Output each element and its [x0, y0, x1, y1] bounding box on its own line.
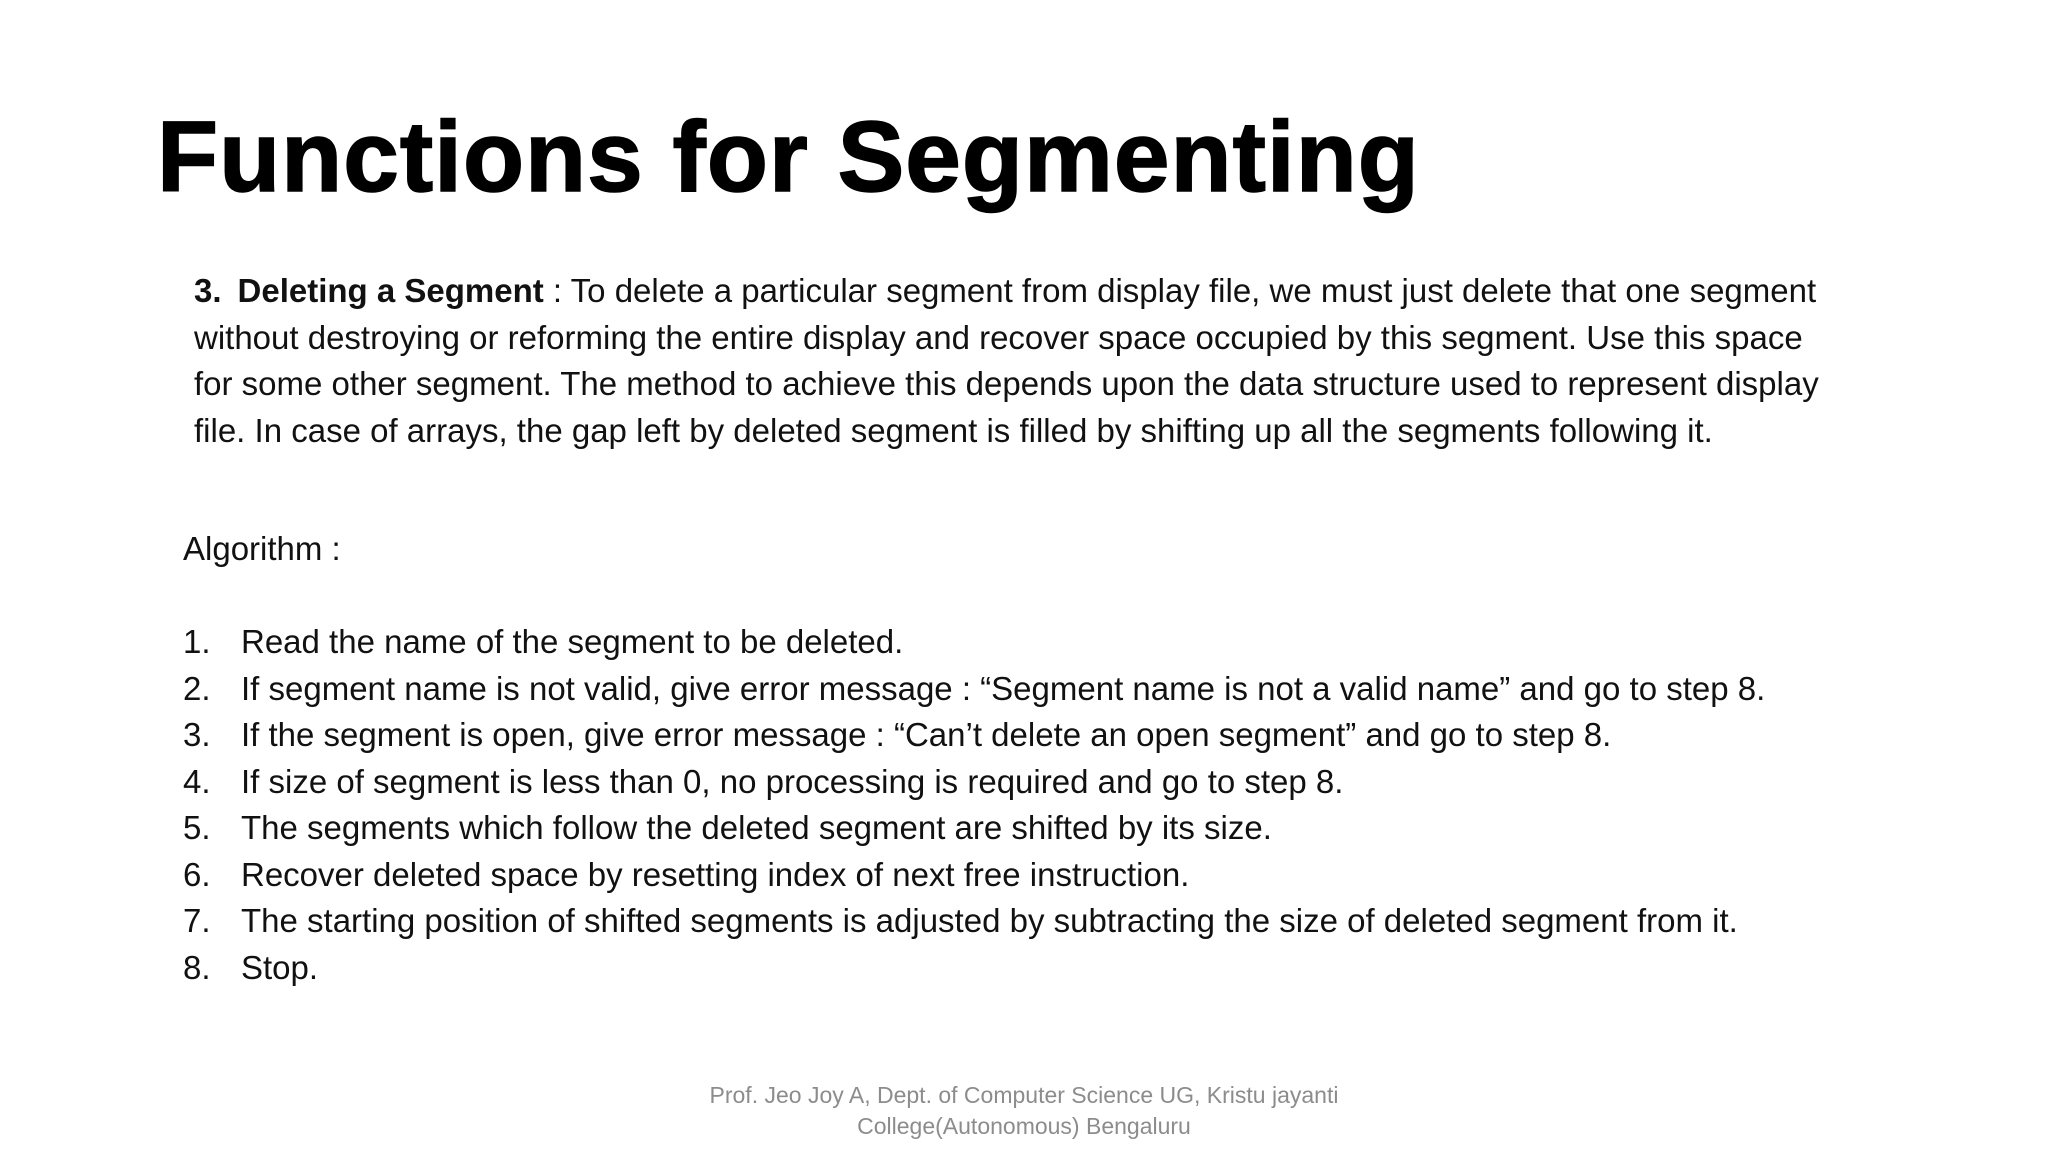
intro-heading: Deleting a Segment: [237, 272, 544, 309]
step-text: If size of segment is less than 0, no processing is required and go to step 8.: [241, 762, 1344, 800]
step-text: The starting position of shifted segments is adjusted by subtracting the size of deleted segment from it.: [241, 902, 1738, 939]
step-text: If the segment is open, give error message : “Can’t delete an open segment” and go to step 8.: [241, 716, 1612, 753]
step-text: Read the name of the segment to be deleted.: [241, 623, 904, 660]
list-item: [183, 805, 1843, 852]
step-number: 3.: [183, 716, 211, 753]
step-text: Stop.: [241, 948, 319, 986]
intro-paragraph: [194, 268, 1834, 454]
step-number: 7.: [183, 902, 211, 939]
intro-number: 3.: [194, 272, 222, 309]
list-item: [183, 712, 1843, 759]
list-item: [183, 852, 1843, 899]
algorithm-steps: [183, 619, 1843, 991]
algorithm-label: Algorithm :: [183, 530, 341, 567]
intro-text: : To delete a particular segment from display file, we must just delete that one segment without destroying or reforming the entire display and recover space occupied by this segment. Use this space for some other segment. The method to achieve this depends upon the data structure used to represent display file. In case of arrays, the gap left by deleted segment is filled by shifting up all the segments following it.: [194, 272, 1819, 449]
step-text: Recover deleted space by resetting index of next free instruction.: [241, 855, 1190, 893]
list-item: [183, 898, 1843, 945]
list-item: [183, 945, 1843, 992]
slide-title: Functions for Segmenting: [157, 101, 1420, 213]
step-number: 6.: [183, 855, 211, 893]
footer-line-1: Prof. Jeo Joy A, Dept. of Computer Science UG, Kristu jayanti: [709, 1082, 1339, 1108]
footer-line-2: College(Autonomous) Bengaluru: [857, 1113, 1191, 1139]
list-item: [183, 619, 1843, 666]
list-item: [183, 759, 1843, 806]
step-text: The segments which follow the deleted segment are shifted by its size.: [241, 809, 1272, 846]
step-text: If segment name is not valid, give error message : “Segment name is not a valid name” and go to step 8.: [241, 669, 1766, 707]
step-number: 5.: [183, 809, 211, 846]
step-number: 4.: [183, 762, 211, 800]
list-item: [183, 666, 1843, 713]
step-number: 1.: [183, 623, 211, 660]
step-number: 2.: [183, 669, 211, 707]
step-number: 8.: [183, 948, 211, 986]
slide-footer: [640, 1080, 1408, 1142]
